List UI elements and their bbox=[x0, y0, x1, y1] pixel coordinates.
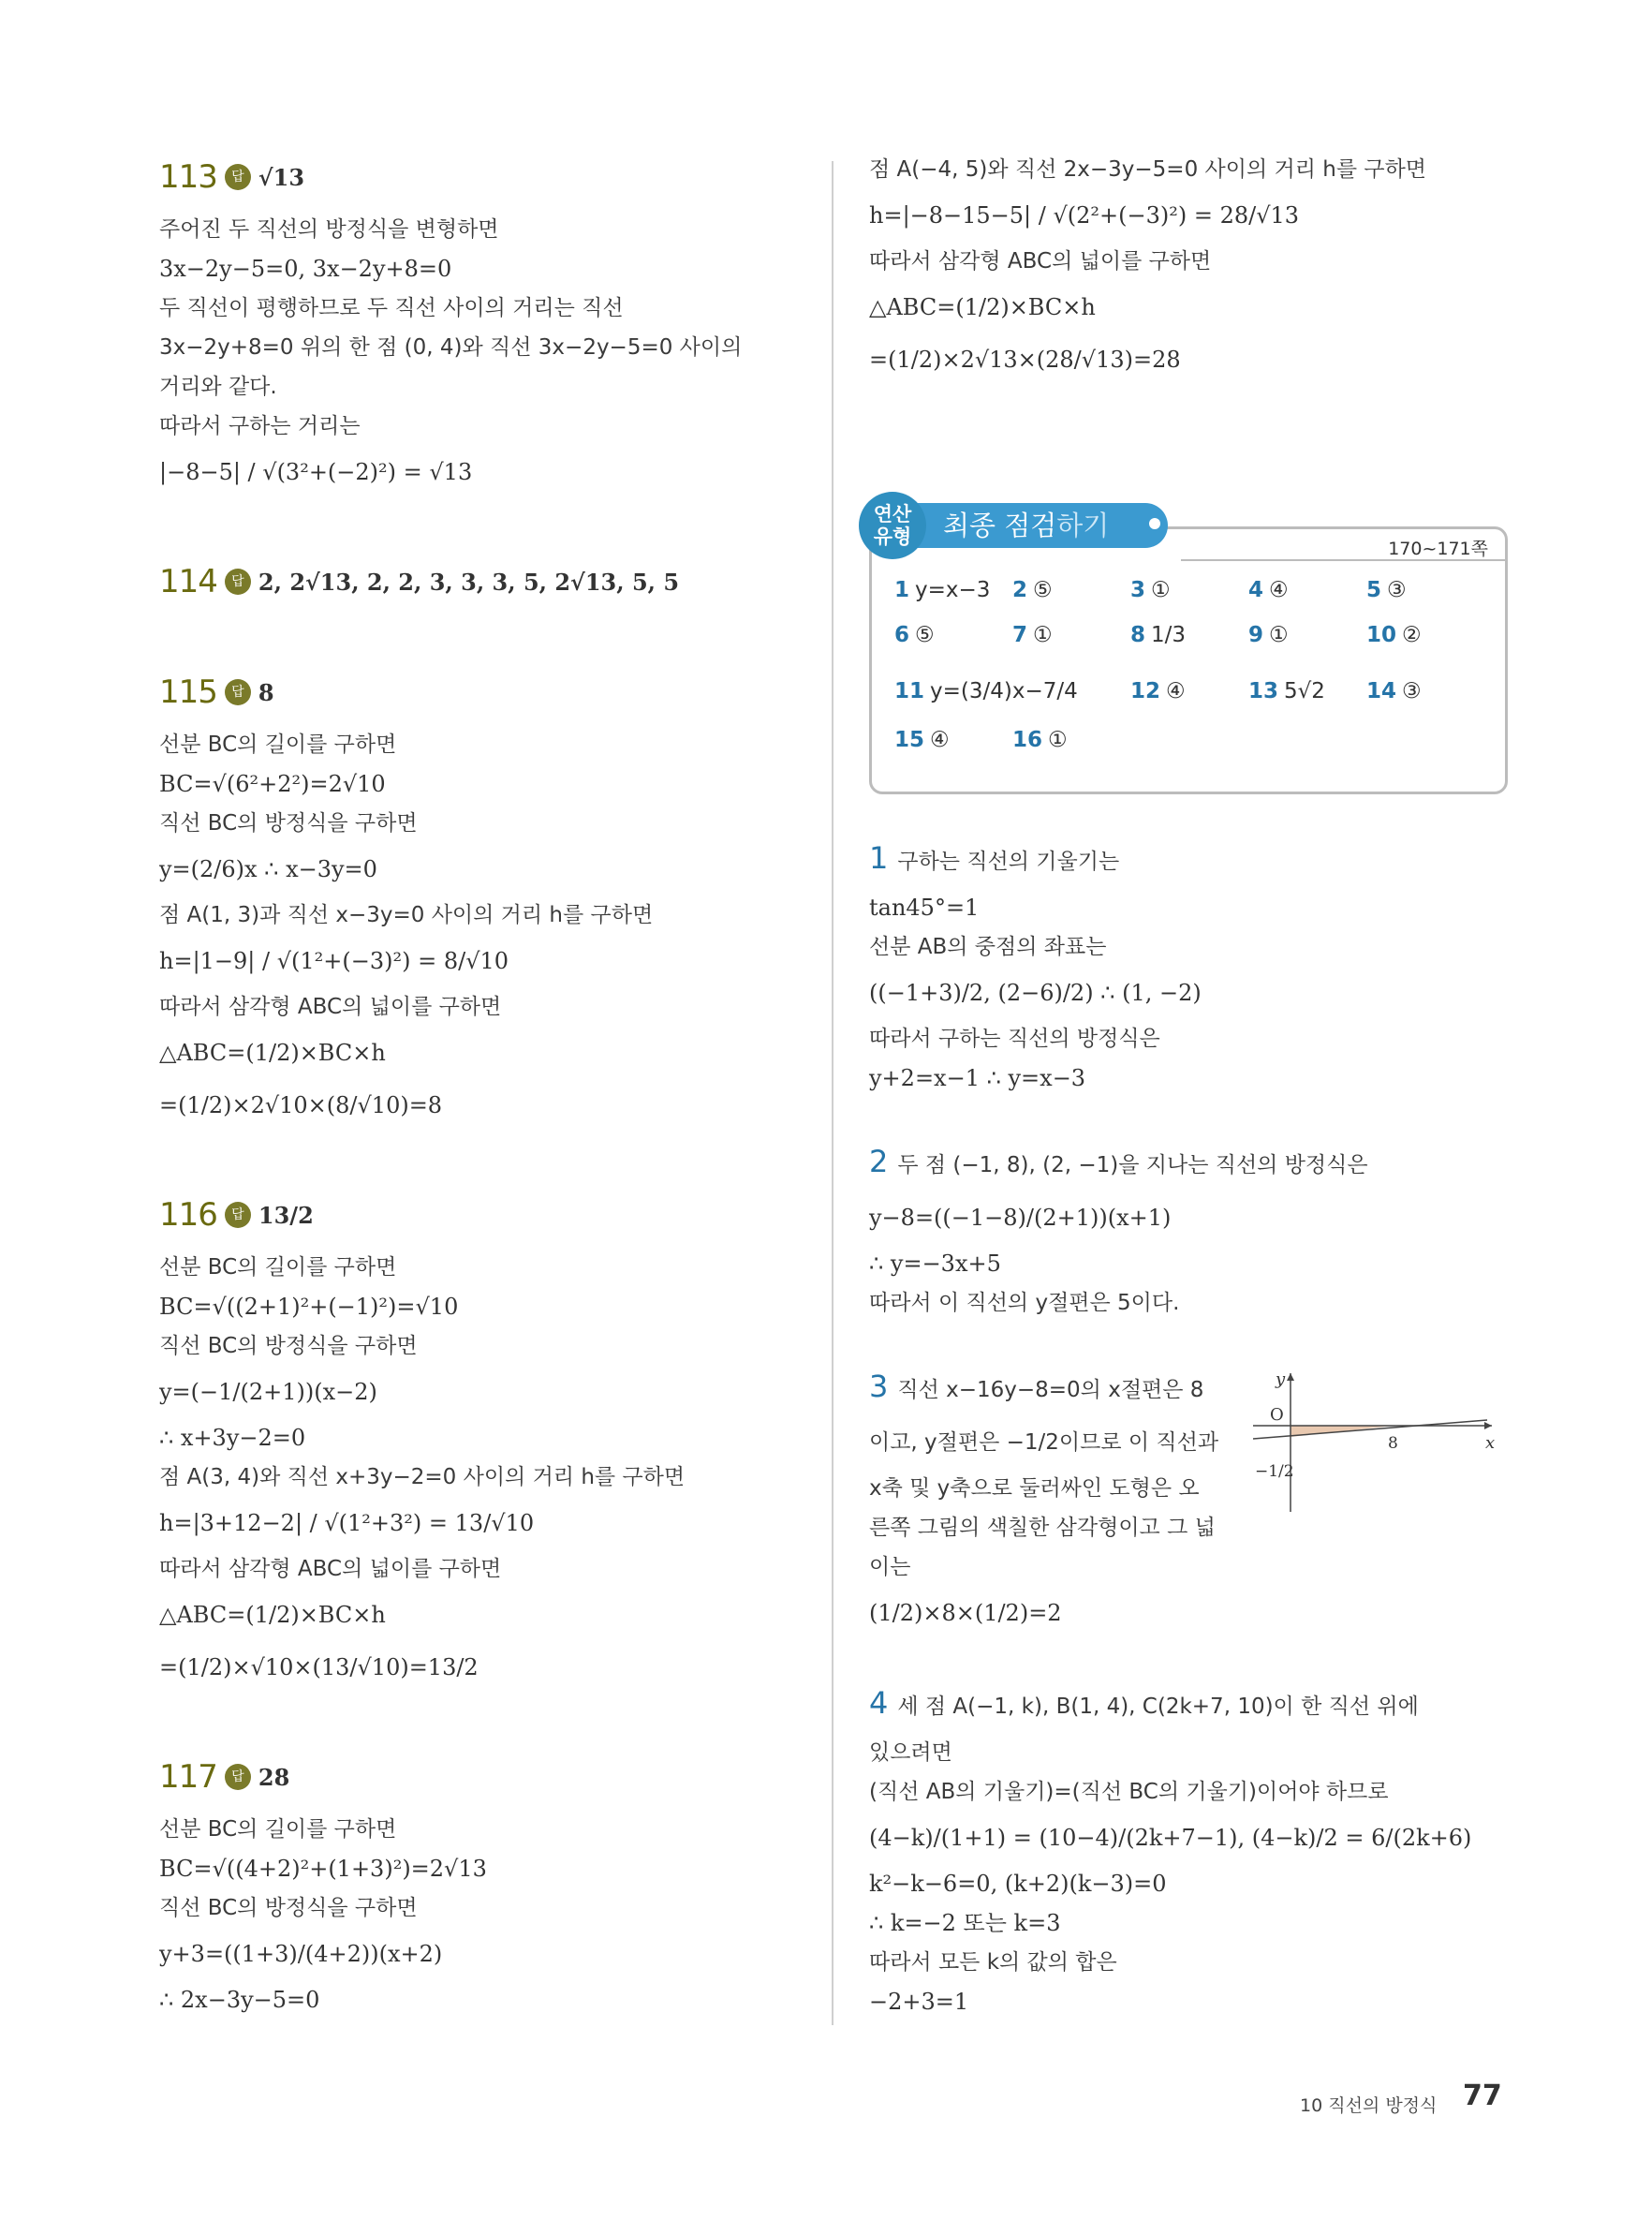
solution-line: △ABC=(1/2)×BC×h bbox=[159, 1602, 386, 1628]
solution-line: x축 및 y축으로 둘러싸인 도형은 오 bbox=[869, 1476, 1200, 1501]
problem-number: 114 bbox=[159, 563, 217, 600]
box-title bbox=[896, 503, 1168, 548]
solution-line: 세 점 A(−1, k), B(1, 4), C(2k+7, 10)이 한 직선 위에 bbox=[897, 1695, 1419, 1719]
type-badge bbox=[859, 492, 926, 559]
chapter-title: 10 직선의 방정식 bbox=[1300, 2095, 1438, 2116]
answer-item: 2 ⑤ bbox=[1012, 578, 1053, 602]
solution-line: △ABC=(1/2)×BC×h bbox=[159, 1040, 386, 1066]
answer-text: 28 bbox=[258, 1763, 290, 1791]
solution-line: y+3=((1+3)/(4+2))(x+2) bbox=[159, 1941, 443, 1967]
solution-line: 직선 x−16y−8=0의 x절편은 8 bbox=[897, 1378, 1204, 1402]
answer-item: 9 ① bbox=[1248, 623, 1289, 647]
solution-line: k²−k−6=0, (k+2)(k−3)=0 bbox=[869, 1871, 1167, 1897]
solution-line: (직선 AB의 기울기)=(직선 BC의 기울기)이어야 하므로 bbox=[869, 1780, 1389, 1804]
solution-line: =(1/2)×2√10×(8/√10)=8 bbox=[159, 1092, 443, 1118]
solution-1 bbox=[869, 832, 1506, 1098]
box-title-light: 하기 bbox=[1056, 510, 1110, 541]
problem-114 bbox=[159, 555, 796, 609]
x-axis-arrow-icon bbox=[1484, 1422, 1492, 1429]
origin-label: O bbox=[1270, 1405, 1284, 1425]
page-number: 77 bbox=[1463, 2079, 1502, 2112]
solution-line: h=|1−9| / √(1²+(−3)²) = 8/√10 bbox=[159, 948, 509, 974]
answer-item: 12 ④ bbox=[1130, 679, 1186, 703]
problem-113 bbox=[159, 150, 796, 498]
solution-line: 직선 BC의 방정식을 구하면 bbox=[159, 1896, 418, 1920]
solution-line: ∴ x+3y−2=0 bbox=[159, 1425, 306, 1451]
solution-3 bbox=[869, 1360, 1506, 1639]
solution-line: 구하는 직선의 기울기는 bbox=[897, 850, 1120, 874]
solution-line: 3x−2y+8=0 위의 한 점 (0, 4)와 직선 3x−2y−5=0 사이의 bbox=[159, 335, 743, 360]
solution-line: 이는 bbox=[869, 1555, 911, 1579]
solution-line: 두 점 (−1, 8), (2, −1)을 지나는 직선의 방정식은 bbox=[897, 1153, 1368, 1177]
type-badge-top: 연산 bbox=[873, 503, 912, 525]
y-axis-label: y bbox=[1276, 1371, 1286, 1389]
answer-item: 16 ① bbox=[1012, 728, 1068, 752]
solution-line: 두 직선이 평행하므로 두 직선 사이의 거리는 직선 bbox=[159, 296, 624, 320]
solution-line: =(1/2)×√10×(13/√10)=13/2 bbox=[159, 1654, 479, 1680]
solution-line: 선분 BC의 길이를 구하면 bbox=[159, 1255, 397, 1280]
solution-number: 2 bbox=[869, 1144, 889, 1179]
solution-number: 1 bbox=[869, 840, 889, 876]
answer-item: 1 y=x−3 bbox=[894, 578, 991, 602]
solution-line: BC=√((4+2)²+(1+3)²)=2√13 bbox=[159, 1856, 487, 1882]
line-x-16y-8 bbox=[1253, 1420, 1487, 1439]
solution-line: y+2=x−1 ∴ y=x−3 bbox=[869, 1065, 1086, 1091]
solution-line: 따라서 구하는 직선의 방정식은 bbox=[869, 1027, 1160, 1051]
solution-line: 선분 AB의 중점의 좌표는 bbox=[869, 935, 1107, 959]
x-axis-label: x bbox=[1485, 1433, 1496, 1453]
solution-line: 주어진 두 직선의 방정식을 변형하면 bbox=[159, 217, 499, 242]
answer-item: 7 ① bbox=[1012, 623, 1053, 647]
y-axis-arrow-icon bbox=[1287, 1373, 1294, 1381]
solution-line: BC=√(6²+2²)=2√10 bbox=[159, 771, 386, 797]
dot-icon bbox=[1149, 518, 1160, 529]
x-intercept-label: 8 bbox=[1388, 1434, 1398, 1453]
solution-line: 선분 BC의 길이를 구하면 bbox=[159, 1817, 397, 1842]
solution-line: ∴ 2x−3y−5=0 bbox=[159, 1987, 320, 2013]
solution-line: 따라서 삼각형 ABC의 넓이를 구하면 bbox=[159, 995, 502, 1019]
solution-line: 따라서 삼각형 ABC의 넓이를 구하면 bbox=[869, 249, 1212, 274]
problem-117 bbox=[159, 1750, 796, 2020]
answer-item: 11 y=(3/4)x−7/4 bbox=[894, 679, 1078, 703]
answer-badge: 답 bbox=[225, 679, 251, 705]
problem-115 bbox=[159, 665, 796, 1132]
solution-line: h=|−8−15−5| / √(2²+(−3)²) = 28/√13 bbox=[869, 202, 1300, 229]
solution-line: ∴ k=−2 또는 k=3 bbox=[869, 1910, 1061, 1936]
solution-line: 직선 BC의 방정식을 구하면 bbox=[159, 1334, 418, 1358]
solution-line: 따라서 구하는 거리는 bbox=[159, 414, 361, 438]
solution-number: 4 bbox=[869, 1685, 889, 1721]
solution-line: y=(2/6)x ∴ x−3y=0 bbox=[159, 856, 377, 882]
problem-number: 115 bbox=[159, 673, 217, 711]
answer-text: 8 bbox=[258, 678, 274, 706]
answer-item: 6 ⑤ bbox=[894, 623, 935, 647]
answer-item: 15 ④ bbox=[894, 728, 950, 752]
problem-116 bbox=[159, 1188, 796, 1694]
page-range: 170~171쪽 bbox=[1388, 539, 1488, 559]
left-column bbox=[159, 150, 796, 2076]
answer-item: 14 ③ bbox=[1366, 679, 1422, 703]
solution-line: 있으려면 bbox=[869, 1740, 952, 1765]
solution-number: 3 bbox=[869, 1369, 889, 1404]
solution-line: y=(−1/(2+1))(x−2) bbox=[159, 1379, 377, 1405]
type-badge-bottom: 유형 bbox=[873, 525, 912, 548]
answer-badge: 답 bbox=[225, 1202, 251, 1228]
solution-line: 이고, y절편은 −1/2이므로 이 직선과 bbox=[869, 1430, 1219, 1455]
solution-line: 점 A(−4, 5)와 직선 2x−3y−5=0 사이의 거리 h를 구하면 bbox=[869, 157, 1426, 182]
answer-text: 2, 2√13, 2, 2, 3, 3, 3, 5, 2√13, 5, 5 bbox=[258, 568, 680, 596]
solution-line: BC=√((2+1)²+(−1)²)=√10 bbox=[159, 1294, 459, 1320]
answer-badge: 답 bbox=[225, 1764, 251, 1790]
solution-line: 3x−2y−5=0, 3x−2y+8=0 bbox=[159, 256, 452, 282]
solution-line: y−8=((−1−8)/(2+1))(x+1) bbox=[869, 1205, 1172, 1231]
solution-line: |−8−5| / √(3²+(−2)²) = √13 bbox=[159, 459, 473, 485]
answer-badge: 답 bbox=[225, 164, 251, 190]
solution-line: −2+3=1 bbox=[869, 1989, 969, 2015]
solution-line: 따라서 모든 k의 값의 합은 bbox=[869, 1950, 1117, 1975]
answer-item: 4 ④ bbox=[1248, 578, 1289, 602]
solution-line: ((−1+3)/2, (2−6)/2) ∴ (1, −2) bbox=[869, 980, 1202, 1006]
solution-2 bbox=[869, 1135, 1506, 1323]
triangle-graph bbox=[1253, 1371, 1497, 1521]
solution-line: 따라서 이 직선의 y절편은 5이다. bbox=[869, 1291, 1180, 1315]
column-divider bbox=[832, 161, 833, 2025]
answer-badge: 답 bbox=[225, 569, 251, 595]
solution-line: (4−k)/(1+1) = (10−4)/(2k+7−1), (4−k)/2 = 6/(2k+6) bbox=[869, 1825, 1472, 1851]
answer-item: 5 ③ bbox=[1366, 578, 1407, 602]
solution-line: △ABC=(1/2)×BC×h bbox=[869, 294, 1096, 320]
continued-solution-117 bbox=[869, 150, 1506, 386]
solution-line: =(1/2)×2√13×(28/√13)=28 bbox=[869, 347, 1181, 373]
answer-text: 13/2 bbox=[258, 1201, 314, 1229]
right-column bbox=[869, 150, 1506, 2078]
final-check-box bbox=[869, 503, 1508, 794]
solution-line: 거리와 같다. bbox=[159, 375, 277, 399]
problem-number: 117 bbox=[159, 1758, 217, 1796]
answer-item: 8 1/3 bbox=[1130, 623, 1187, 647]
solution-4 bbox=[869, 1677, 1506, 2021]
solution-line: 따라서 삼각형 ABC의 넓이를 구하면 bbox=[159, 1557, 502, 1581]
problem-number: 116 bbox=[159, 1196, 217, 1234]
solution-line: h=|3+12−2| / √(1²+3²) = 13/√10 bbox=[159, 1510, 535, 1536]
solution-line: 선분 BC의 길이를 구하면 bbox=[159, 733, 397, 757]
solution-line: ∴ y=−3x+5 bbox=[869, 1251, 1001, 1277]
solution-line: tan45°=1 bbox=[869, 895, 980, 921]
answer-item: 10 ② bbox=[1366, 623, 1422, 647]
answer-text: √13 bbox=[258, 163, 305, 191]
box-title-main: 최종 점검 bbox=[943, 510, 1057, 541]
solution-line: 직선 BC의 방정식을 구하면 bbox=[159, 811, 418, 836]
y-intercept-label: −1/2 bbox=[1255, 1462, 1294, 1481]
answer-item: 3 ① bbox=[1130, 578, 1171, 602]
solution-line: 점 A(1, 3)과 직선 x−3y=0 사이의 거리 h를 구하면 bbox=[159, 903, 654, 927]
solution-line: 점 A(3, 4)와 직선 x+3y−2=0 사이의 거리 h를 구하면 bbox=[159, 1465, 686, 1489]
answer-item: 13 5√2 bbox=[1248, 679, 1325, 703]
problem-number: 113 bbox=[159, 158, 217, 196]
solution-line: (1/2)×8×(1/2)=2 bbox=[869, 1600, 1062, 1626]
solution-line: 른쪽 그림의 색칠한 삼각형이고 그 넓 bbox=[869, 1516, 1216, 1540]
